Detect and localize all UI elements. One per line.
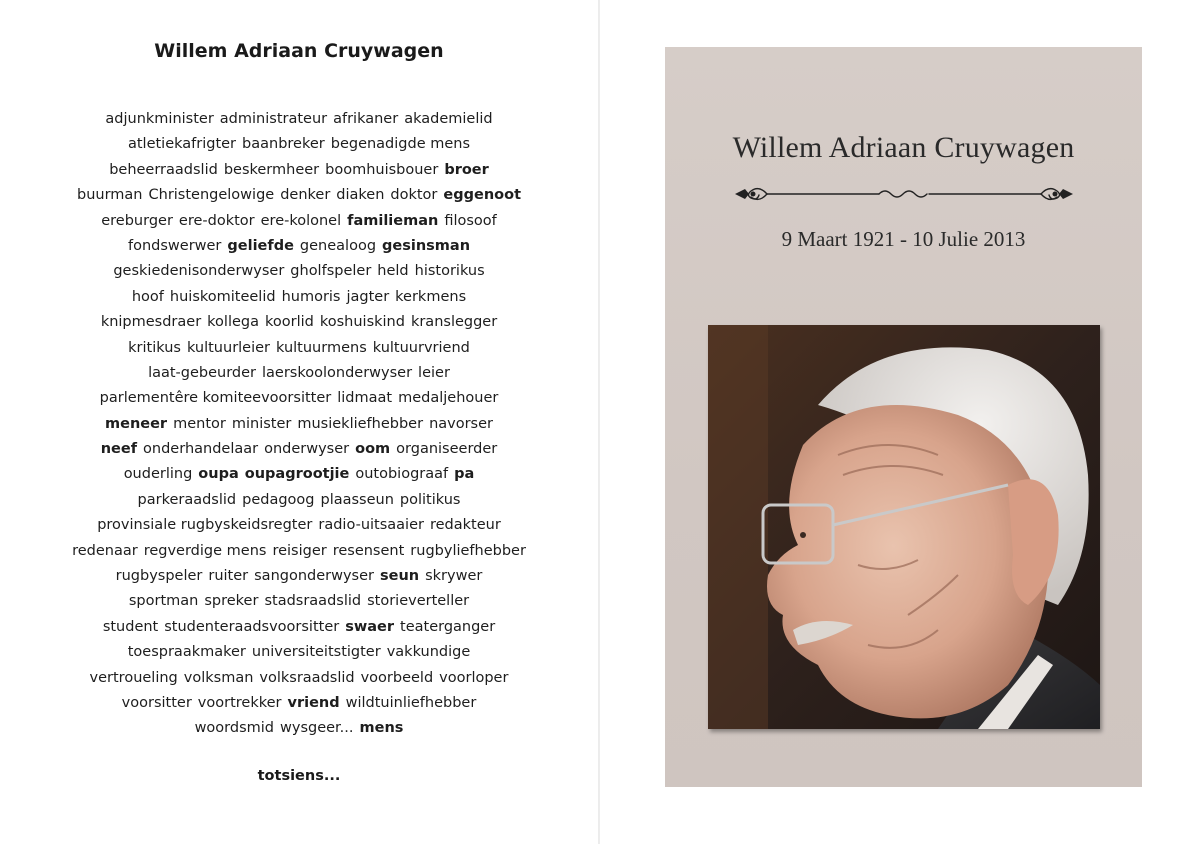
word: resensent — [332, 542, 405, 559]
word: voorbeeld — [360, 669, 434, 686]
word: laat-gebeurder — [148, 364, 257, 381]
word: universiteitstigter — [251, 644, 381, 661]
word: laerskoolonderwyser — [262, 364, 413, 381]
word: filosoof — [444, 212, 497, 229]
word: woordsmid — [194, 720, 275, 737]
word: voortrekker — [197, 694, 282, 711]
word: parlementêre komiteevoorsitter — [99, 390, 332, 407]
word: voorsitter — [121, 694, 192, 711]
left-page — [0, 0, 598, 844]
page-fold — [598, 0, 600, 844]
word: pedagoog — [242, 491, 315, 508]
bold-word: gesinsman — [382, 237, 471, 254]
word-line — [40, 386, 558, 411]
word: volksman — [183, 669, 254, 686]
word: radio-uitsaaier — [318, 517, 424, 534]
word: kollega — [207, 314, 259, 331]
bold-word: mens — [359, 720, 404, 737]
word: baanbreker — [242, 136, 325, 153]
word-line — [40, 513, 558, 538]
word: kultuurleier — [186, 339, 271, 356]
bold-word: neef — [100, 441, 138, 458]
word: organiseerder — [396, 441, 498, 458]
word-line — [40, 539, 558, 564]
word: beheerraadslid — [109, 161, 218, 178]
word: redakteur — [429, 517, 501, 534]
word: outobiograaf — [355, 466, 449, 483]
word: wysgeer... — [280, 720, 354, 737]
bold-word: swaer — [345, 618, 395, 635]
scroll-divider-icon — [729, 179, 1079, 209]
word: mentor — [173, 415, 226, 432]
farewell-text: totsiens... — [257, 768, 341, 784]
word: huiskomiteelid — [169, 288, 276, 305]
word: ereburger — [101, 212, 173, 229]
word: lidmaat — [337, 390, 393, 407]
word: akademielid — [404, 111, 493, 127]
word: held — [377, 263, 409, 280]
word: afrikaner — [333, 111, 399, 127]
word-line — [40, 488, 558, 513]
word-line — [40, 716, 558, 741]
word-line — [40, 437, 558, 462]
word: vertroueling — [89, 669, 178, 686]
word-line — [40, 361, 558, 386]
word: gholfspeler — [290, 263, 372, 280]
word-line — [40, 209, 558, 234]
word: storieverteller — [367, 593, 470, 610]
word-line — [40, 234, 558, 259]
bold-word: seun — [379, 568, 420, 585]
bold-word: vriend — [287, 694, 340, 711]
word: spreker — [204, 593, 259, 610]
life-dates: 9 Maart 1921 - 10 Julie 2013 — [781, 227, 1026, 251]
word: parkeraadslid — [137, 491, 237, 508]
word: fondswerwer — [127, 237, 222, 254]
word-line — [40, 564, 558, 589]
word: skrywer — [425, 568, 483, 585]
word: onderhandelaar — [143, 441, 259, 458]
word: geskiedenisonderwyser — [113, 263, 285, 280]
word: wildtuinliefhebber — [345, 694, 477, 711]
word: kritikus — [128, 339, 181, 356]
word: doktor — [390, 187, 438, 204]
word: knipmesdraer — [100, 314, 202, 331]
memorial-card — [665, 47, 1142, 787]
word: onderwyser — [264, 441, 350, 458]
bold-word: familieman — [347, 212, 439, 229]
word-line — [40, 691, 558, 716]
word: genealoog — [299, 237, 377, 254]
word: politikus — [399, 491, 461, 508]
portrait-illustration — [708, 325, 1100, 729]
word-line — [40, 183, 558, 208]
word: ruiter — [208, 568, 249, 585]
word: provinsiale rugbyskeidsregter — [97, 517, 313, 534]
word-line — [40, 412, 558, 437]
word: voorloper — [439, 669, 509, 686]
word: kultuurmens — [276, 339, 367, 356]
word: atletiekafrigter — [127, 136, 237, 153]
word-line — [40, 132, 558, 157]
word: student — [102, 618, 159, 635]
word: vakkundige — [386, 644, 471, 661]
word: beskermheer — [223, 161, 320, 178]
bold-word: broer — [444, 161, 489, 178]
word: koorlid — [265, 314, 314, 331]
word: minister — [231, 415, 292, 432]
word: administrateur — [219, 111, 328, 127]
word: ouderling — [123, 466, 193, 483]
bold-word: meneer — [105, 415, 168, 432]
word: stadsraadslid — [264, 593, 362, 610]
word: studenteraadsvoorsitter — [164, 618, 340, 635]
word-line — [40, 310, 558, 335]
word: toespraakmaker — [127, 644, 246, 661]
bold-word: oupagrootjie — [244, 466, 350, 483]
left-page-title: Willem Adriaan Cruywagen — [154, 40, 444, 62]
word-line — [40, 285, 558, 310]
word: buurman — [77, 187, 143, 204]
word: humoris — [281, 288, 341, 305]
bold-word: geliefde — [227, 237, 294, 254]
card-title: Willem Adriaan Cruywagen — [732, 131, 1075, 164]
word: kranslegger — [410, 314, 498, 331]
word: jagter — [346, 288, 390, 305]
word: denker — [280, 187, 331, 204]
word-line — [40, 158, 558, 183]
word: reisiger — [272, 542, 327, 559]
word: volksraadslid — [259, 669, 355, 686]
word: teaterganger — [400, 618, 496, 635]
bold-word: oom — [355, 441, 391, 458]
word: rugbyspeler — [115, 568, 203, 585]
word: historikus — [414, 263, 485, 280]
word-line — [40, 259, 558, 284]
word: ere-doktor — [178, 212, 255, 229]
word: medaljehouer — [398, 390, 499, 407]
word: diaken — [336, 187, 385, 204]
word: plaasseun — [320, 491, 394, 508]
portrait-photo — [708, 325, 1100, 729]
word: kerkmens — [395, 288, 467, 305]
bold-word: oupa — [198, 466, 239, 483]
word-cloud — [40, 107, 558, 742]
word: sangonderwyser — [254, 568, 374, 585]
word: regverdige mens — [143, 542, 267, 559]
word: leier — [418, 364, 450, 381]
word-line — [40, 640, 558, 665]
word: rugbyliefhebber — [410, 542, 526, 559]
word: musiekliefhebber — [297, 415, 424, 432]
word: Christengelowige — [148, 187, 275, 204]
word: navorser — [429, 415, 493, 432]
word-line — [40, 589, 558, 614]
word-line — [40, 615, 558, 640]
word: koshuiskind — [319, 314, 405, 331]
word: hoof — [131, 288, 164, 305]
word-line — [40, 666, 558, 691]
word-line — [40, 462, 558, 487]
word-line — [40, 336, 558, 361]
bold-word: pa — [454, 466, 475, 483]
word: begenadigde mens — [330, 136, 471, 153]
word-line — [40, 107, 558, 132]
bold-word: eggenoot — [443, 187, 521, 204]
word: ere-kolonel — [260, 212, 342, 229]
word: redenaar — [72, 542, 138, 559]
word: adjunkminister — [105, 111, 214, 127]
word: kultuurvriend — [372, 339, 470, 356]
word: boomhuisbouer — [325, 161, 439, 178]
word: sportman — [128, 593, 199, 610]
